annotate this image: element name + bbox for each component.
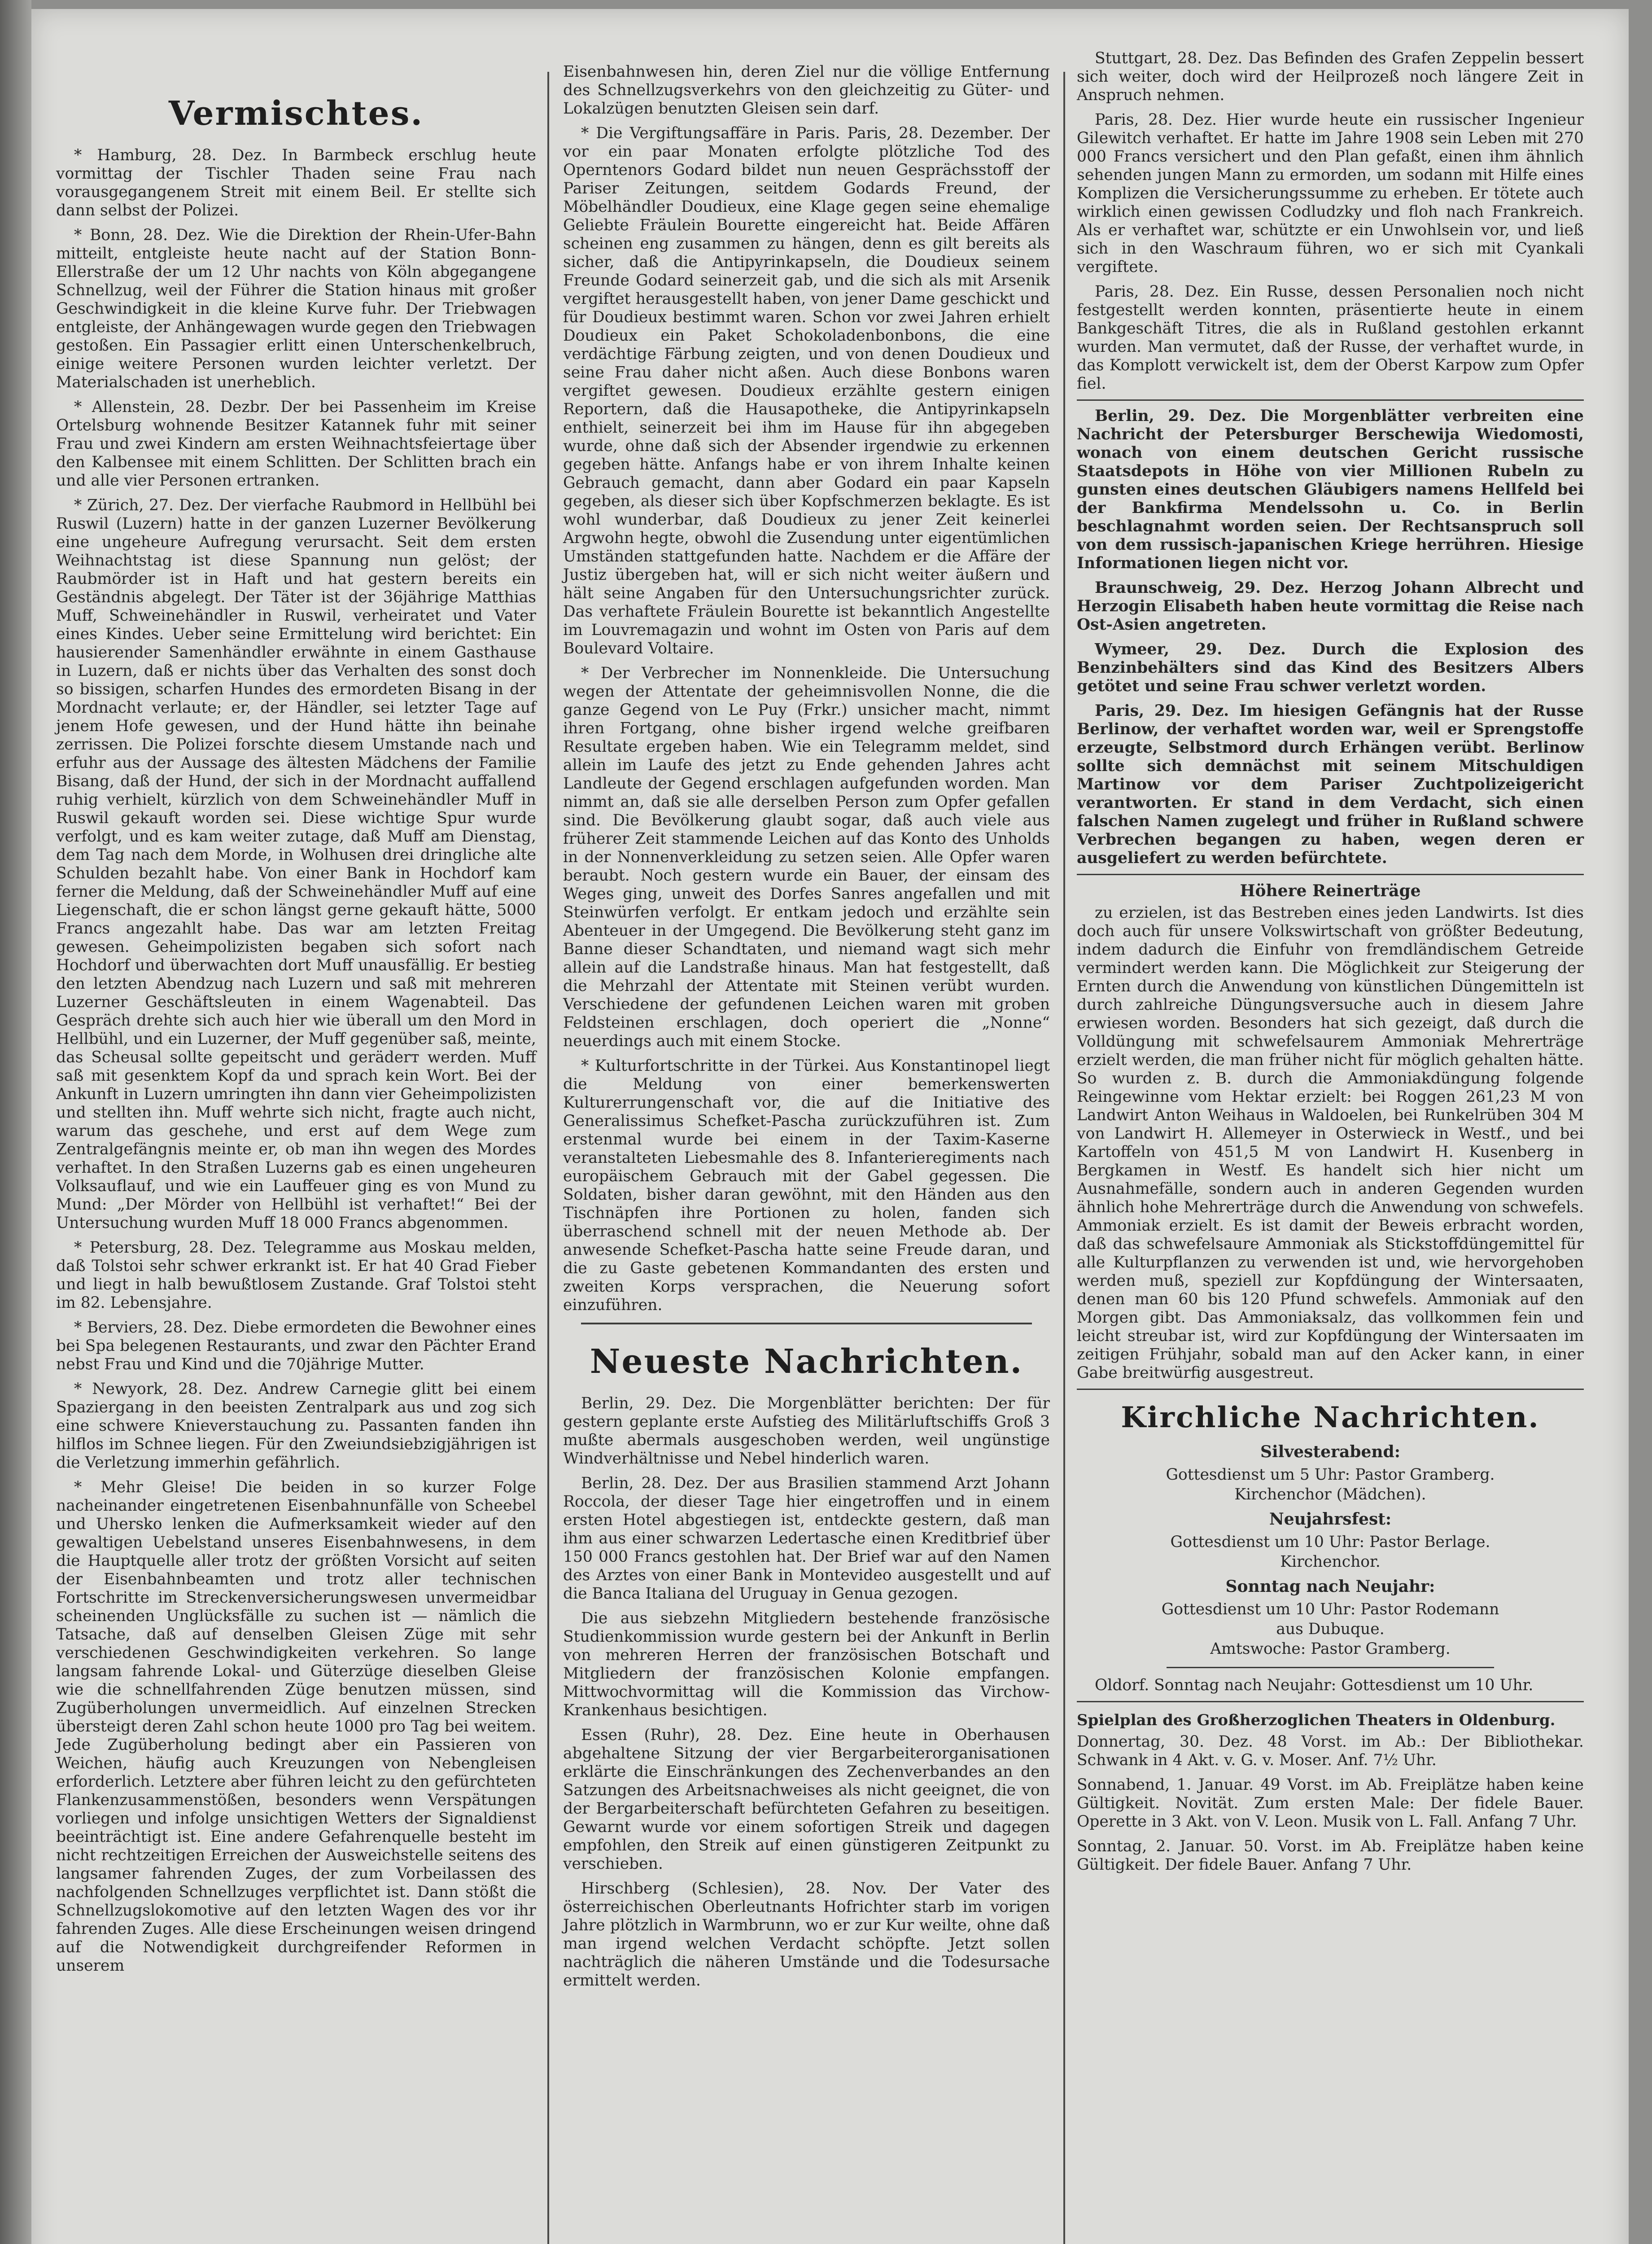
- column-rule-1: [547, 72, 549, 2244]
- church-block-silvester: [1077, 1442, 1584, 1504]
- church-line: Gottesdienst um 5 Uhr: Pastor Gramberg.: [1166, 1466, 1495, 1484]
- article-zuerich: * Zürich, 27. Dez. Der vierfache Raubmord in Hellbühl bei Ruswil (Luzern) hatte in der ganzen Luzerner Bevölkerung eine ungeheure Aufregung verursacht. Seit dem ersten Weihnachtstag ist diese Spannung nun gelöst; der Raubmörder ist in Haft und hat gestern bereits ein Geständnis abgelegt. Der Täter ist der 36jährige Matthias Muff, Schweinehändler in Ruswil, verheiratet und Vater eines Kindes. Ueber seine Ermittelung wird berichtet: Ein hausierender Samenhändler erwähnte in einem Gasthause in Luzern, daß er nichts über das Verhalten des sonst doch so bissigen, scharfen Hundes des ermordeten Bisang in der Mordnacht verlaute; er, der Händler, sei letzter Tage auf jenem Hofe gewesen, und der Hund hätte ihn beinahe zerrissen. Die Polizei forschte diesem Umstande nach und erfuhr aus der Aussage des ältesten Mädchens der Familie Bisang, daß der Hund, der sich in der Mordnacht auffallend ruhig verhielt, kürzlich von dem Schweinehändler Muff in Ruswil gekauft worden sei. Diese wichtige Spur wurde verfolgt, und es kam weiter zutage, daß Muff am Dienstag, dem Tag nach dem Morde, in Wolhusen drei dringliche alte Schulden bezahlt habe. Von einer Bank in Hochdorf kam ferner die Meldung, daß der Schweinehändler Muff auf eine Liegenschaft, die er schon längst gerne gekauft hätte, 5000 Francs angezahlt habe. Das war am letzten Freitag gewesen. Geheimpolizisten begaben sich sofort nach Hochdorf und überwachten dort Muff unausfällig. Er bestieg den letzten Abendzug nach Luzern und saß mit mehreren Luzerner Geschäftsleuten in einem Wagenabteil. Das Gespräch drehte sich auch hier wie überall um den Mord in Hellbühl, und ein Luzerner, der Muff gegenüber saß, meinte, das Scheusal sollte gepeitscht und geräderт werden. Muff saß mit gesenktem Kopf da und sprach kein Wort. Bei der Ankunft in Luzern umringten ihn dann vier Geheimpolizisten und stellten ihn. Muff wehrte sich nicht, fragte auch nicht, warum das geschehe, und erst auf dem Wege zum Zentralgefängnis meinte er, ob man ihn wegen des Mordes verhaftet. In den Straßen Luzerns gab es einen ungeheuren Volksauflauf, und wie ein Lauffeuer ging es von Mund zu Mund: „Der Mörder von Hellbühl ist verhaftet!“ Bei der Untersuchung wurden Muff 18 000 Francs abgenommen.: [56, 496, 536, 1232]
- church-oldorf: Oldorf. Sonntag nach Neujahr: Gottesdienst um 10 Uhr.: [1095, 1676, 1534, 1694]
- article-continuation: Eisenbahnwesen hin, deren Ziel nur die völlige Entfernung des Schnellzugsverkehrs von den gleichzeitig zu Güter- und Lokalzügen benutzten Gleisen sein darf.: [563, 63, 1050, 118]
- church-block-sonntag: [1077, 1577, 1584, 1659]
- church-title: Sonntag nach Neujahr:: [1225, 1577, 1435, 1596]
- article-newyork: * Newyork, 28. Dez. Andrew Carnegie glitt bei einem Spaziergang in den beeisten Zentralpark aus und zog sich eine schwere Knieverstauchung zu. Passanten fanden ihn hilflos im Schnee liegen. Für den Zweiundsiebzigjährigen ist die Verletzung immerhin gefährlich.: [56, 1380, 536, 1472]
- church-title: Neujahrsfest:: [1269, 1510, 1392, 1529]
- church-divider: [1077, 1389, 1584, 1390]
- newspaper-page: [31, 9, 1629, 2244]
- ad-divider: [1077, 874, 1584, 875]
- late-news-wymeer: Wymeer, 29. Dez. Durch die Explosion des Benzinbehälters sind das Kind des Besitzers Albers getötet und seine Frau schwer verletzt worden.: [1077, 640, 1584, 695]
- theater-schedule: [1077, 1701, 1584, 1874]
- section-heading-kirchliche-nachrichten: Kirchliche Nachrichten.: [1121, 1401, 1540, 1434]
- article-allenstein: * Allenstein, 28. Dezbr. Der bei Passenheim im Kreise Ortelsburg wohnende Besitzer Katannek fuhr mit seiner Frau und zwei Kindern am ersten Weihnachtsfeiertage über den Kalbensee mit einem Schlitten. Der Schlitten brach ein und alle vier Personen ertranken.: [56, 398, 536, 490]
- church-line: aus Dubuque.: [1276, 1620, 1385, 1638]
- church-small-divider: [1167, 1667, 1494, 1668]
- theater-entry: Sonnabend, 1. Januar. 49 Vorst. im Ab. Freiplätze haben keine Gültigkeit. Novität. Zum ersten Male: Der fidele Bauer. Operette in 3 Akt. von V. Leon. Musik von L. Fall. Anfang 7 Uhr.: [1077, 1776, 1584, 1831]
- news-paris-2: Paris, 28. Dez. Ein Russe, dessen Personalien noch nicht festgestellt werden konnten, präsentierte heute in einem Bankgeschäft Titres, die als in Rußland gestohlen erkannt wurden. Man vermutet, daß der Russe, der verhaftet wurde, in das Komplott verwickelt ist, dem der Oberst Karpow zum Opfer fiel.: [1077, 283, 1584, 393]
- news-stuttgart: Stuttgart, 28. Dez. Das Befinden des Grafen Zeppelin bessert sich weiter, doch wird der Heilprozeß noch längere Zeit in Anspruch nehmen.: [1077, 49, 1584, 104]
- theater-entry: Sonntag, 2. Januar. 50. Vorst. im Ab. Freiplätze haben keine Gültigkeit. Der fidele Bauer. Anfang 7 Uhr.: [1077, 1837, 1584, 1874]
- column-1: [56, 76, 536, 1981]
- church-line: Gottesdienst um 10 Uhr: Pastor Rodemann: [1161, 1600, 1499, 1618]
- late-news-berlin: Berlin, 29. Dez. Die Morgenblätter verbreiten eine Nachricht der Petersburger Berschewija Wiedomosti, wonach von einem deutschen Gericht russische Staatsdepots in Höhe von vier Millionen Rubeln zu gunsten eines deutschen Gläubigers namens Hellfeld bei der Bankfirma Mendelssohn u. Co. in Berlin beschlagnahmt worden seien. Der Rechtsanspruch soll von dem russisch-japanischen Kriege herrühren. Hiesige Informationen liegen nicht vor.: [1077, 407, 1584, 572]
- section-heading-neueste-nachrichten: Neueste Nachrichten.: [590, 1342, 1023, 1381]
- article-tuerkei: * Kulturfortschritte in der Türkei. Aus Konstantinopel liegt die Meldung von einer bemerkenswerten Kulturerrungenschaft vor, die auf die Initiative des Generalissimus Schefket-Pascha zurückzuführen ist. Zum erstenmal wurde bei einem in der Taxim-Kaserne veranstalteten Liebesmahle des 8. Infanterieregiments nach europäischem Gebrauch mit der Gabel gegessen. Die Soldaten, bisher daran gewöhnt, mit den Händen aus den Tischnäpfen ihre Portionen zu holen, fanden sich überraschend schnell mit der neuen Methode ab. Der anwesende Schefket-Pascha hatte seine Freude daran, und die zu Gaste gebetenen Kommandanten des ersten und zweiten Korps versprachen, die Neuerung sofort einzuführen.: [563, 1057, 1050, 1314]
- article-berviers: * Berviers, 28. Dez. Diebe ermordeten die Bewohner eines bei Spa belegenen Restaurants, und zwar den Pächter Erand nebst Frau und Kind und die 70jährige Mutter.: [56, 1319, 536, 1373]
- column-2: [563, 63, 1050, 1996]
- news-kommission: Die aus siebzehn Mitgliedern bestehende französische Studienkommission wurde gestern bei der Ankunft in Berlin von mehreren Herren der französischen Botschaft und Mitgliedern der französischen Kolonie empfangen. Mittwochvormittag will die Kommission das Virchow-Krankenhaus besichtigen.: [563, 1609, 1050, 1719]
- column-rule-2: [1063, 72, 1065, 2244]
- ad-title: Höhere Reinerträge: [1240, 881, 1421, 900]
- page-edge-shadow: [0, 0, 31, 2244]
- news-paris-1: Paris, 28. Dez. Hier wurde heute ein russischer Ingenieur Gilewitch verhaftet. Er hatte im Jahre 1908 sein Leben mit 270 000 Francs versichert und den Plan gefaßt, einen ihm ähnlich sehenden jungen Mann zu ermorden, um sodann mit Hilfe eines Komplizen die Versicherungssumme zu erheben. Er tötete auch wirklich einen gewissen Codludzky und floh nach Frankreich. Als er verhaftet war, schützte er ein Unwohlsein vor, und ließ sich in den Waschraum führen, wo er sich mit Cyankali vergiftete.: [1077, 111, 1584, 276]
- late-news-braunschweig: Braunschweig, 29. Dez. Herzog Johann Albrecht und Herzogin Elisabeth haben heute vormittag die Reise nach Ost-Asien angetreten.: [1077, 579, 1584, 634]
- news-berlin-1: Berlin, 29. Dez. Die Morgenblätter berichten: Der für gestern geplante erste Aufstieg des Militärluftschiffs Groß 3 mußte abermals ausgeschoben werden, weil ungünstige Windverhältnisse und Nebel hinderlich waren.: [563, 1394, 1050, 1468]
- church-line: Kirchenchor (Mädchen).: [1234, 1486, 1426, 1503]
- article-mehr-gleise: * Mehr Gleise! Die beiden in so kurzer Folge nacheinander eingetretenen Eisenbahnunfälle von Scheebel und Uhersko lenken die Aufmerksamkeit wieder auf den gewaltigen Uebelstand unseres Eisenbahnwesens, in dem die Hauptquelle aller trotz der größten Vorsicht auf seiten der Eisenbahnbeamten und trotz aller technischen Fortschritte im Streckenversicherungswesen unvermeidbar scheinenden Unglücksfälle zu suchen ist — nämlich die Tatsache, daß auf denselben Gleisen Züge mit sehr verschiedenen Geschwindigkeiten verkehren. So lange langsam fahrende Lokal- und Güterzüge dieselben Gleise wie die schnellfahrenden Züge benutzen müssen, sind Zugüberholungen unvermeidlich. Auf einzelnen Strecken übersteigt deren Zahl schon heute 1000 pro Tag bei weitem. Jede Zugüberholung bedingt aber ein Passieren von Weichen, häufig auch Kreuzungen von Nebengleisen erforderlich. Letztere aber führen leicht zu den gefürchteten Flankenzusammenstößen, besonders wenn Verspätungen vorliegen und infolge unsichtigen Wetters der Signaldienst beeinträchtigt ist. Eine andere Gefahrenquelle besteht im nicht rechtzeitigen Erreichen der Ausweichstelle seitens des langsamer fahrenden Zuges, der zum Vorbeilassen des nachfolgenden Schnellzuges verpflichtet ist. Dann stößt die Schnellzugslokomotive auf den letzten Wagen des vor ihr fahrenden Zuges. Alle diese Erscheinungen weisen dringend auf die Notwendigkeit durchgreifender Reformen in unserem: [56, 1478, 536, 1975]
- ad-text: zu erzielen, ist das Bestreben eines jeden Landwirts. Ist dies doch auch für unsere Volkswirtschaft von größter Bedeutung, indem dadurch die Einfuhr von fremdländischem Getreide vermindert werden kann. Die Möglichkeit zur Steigerung der Ernten durch die Anwendung von künstlichen Düngemitteln ist durch zahlreiche Düngungsversuche auch in diesem Jahre erwiesen worden. Besonders hat sich gezeigt, daß durch die Volldüngung mit schwefelsaurem Ammoniak Mehrerträge erzielt werden, die man früher nicht für möglich gehalten hätte. So wurden z. B. durch die Ammoniakdüngung folgende Reingewinne vom Hektar erzielt: bei Roggen 261,23 M von Landwirt Anton Weihaus in Waldoelen, bei Runkelrüben 304 M von Landwirt H. Allemeyer in Osterwieck in Westf., und bei Kartoffeln von 451,5 M von Landwirt H. Kusenberg in Bergkamen in Westf. Es handelt sich hier nicht um Ausnahmefälle, sondern auch in anderen Gegenden wurden ähnlich hohe Mehrerträge durch die Anwendung von schwefels. Ammoniak erzielt. Es ist damit der Beweis erbracht worden, daß das schwefelsaure Ammoniak als Stickstoffdüngemittel für alle Kulturpflanzen zu verwenden ist und, wie hervorgehoben werden muß, speziell zur Kopfdüngung der Wintersaaten, denen man 60 bis 120 Pfund schwefels. Ammoniak auf den Morgen gibt. Das Ammoniaksalz, das vollkommen fein und leicht streubar ist, wird zur Kopfdüngung der Wintersaaten im zeitigen Frühjahr, sobald man auf den Acker kann, in einer Gabe breitwürfig ausgestreut.: [1077, 904, 1584, 1382]
- theater-entry: Donnertag, 30. Dez. 48 Vorst. im Ab.: Der Bibliothekar. Schwank in 4 Akt. v. G. v. Moser. Anf. 7½ Uhr.: [1077, 1733, 1584, 1769]
- church-line: Kirchenchor.: [1280, 1553, 1381, 1571]
- article-vergiftungsaffaere: * Die Vergiftungsaffäre in Paris. Paris, 28. Dezember. Der vor ein paar Monaten erfolgte plötzliche Tod des Operntenors Godard bildet nun neuen Gesprächsstoff der Pariser Zeitungen, seitdem Godards Freund, der Möbelhändler Doudieux, eine Klage gegen seine ehemalige Geliebte Fräulein Bourette eingereicht hat. Beide Affären scheinen eng zusammen zu hängen, denn es gilt bereits als sicher, daß die Antipyrinkapseln, die Doudieux seinem Freunde Godard seinerzeit gab, und die sich als mit Arsenik vergiftet herausgestellt haben, von jener Dame geschickt und für Doudieux bestimmt waren. Schon vor zwei Jahren erhielt Doudieux ein Paket Schokoladenbonbons, die eine verdächtige Färbung zeigten, und von denen Doudieux und seine Frau daher nicht aßen. Auch diese Bonbons waren vergiftet gewesen. Doudieux erzählte gestern einigen Reportern, daß die Hausapotheke, die Antipyrinkapseln enthielt, seinerzeit bei ihm im Hause für ihn abgegeben wurde, ohne daß sich der Absender irgendwie zu erkennen gegeben hätte. Anfangs habe er von ihrem Inhalte keinen Gebrauch gemacht, dann aber Godard ein paar Kapseln gegeben, als dieser sich über Kopfschmerzen beklagte. Es ist wohl wunderbar, daß Doudieux zu jener Zeit keinerlei Argwohn hegte, obwohl die Zusendung unter eigentümlichen Umständen stattgefunden hatte. Nachdem er die Affäre der Justiz übergeben hat, will er sich nicht weiter äußern und hält seine Angaben für den Untersuchungsrichter zurück. Das verhaftete Fräulein Bourette ist bekanntlich Angestellte im Louvremagazin und wohnt im Osten von Paris auf dem Boulevard Voltaire.: [563, 124, 1050, 657]
- church-line: Amtswoche: Pastor Gramberg.: [1210, 1640, 1451, 1658]
- church-line: Gottesdienst um 10 Uhr: Pastor Berlage.: [1170, 1533, 1490, 1551]
- section-divider: [581, 1323, 1032, 1324]
- church-title: Silvesterabend:: [1260, 1442, 1400, 1461]
- theater-title: Spielplan des Großherzoglichen Theaters in Oldenburg.: [1077, 1711, 1556, 1729]
- column-3: [1077, 49, 1584, 1880]
- late-news-paris: Paris, 29. Dez. Im hiesigen Gefängnis hat der Russe Berlinow, der verhaftet worden war, weil er Sprengstoffe erzeugte, Selbstmord durch Erhängen verübt. Berlinow sollte sich demnächst mit seinem Mitschuldigen Martinow vor dem Pariser Zuchtpolizeigericht verantworten. Er stand in dem Verdacht, sich einen falschen Namen zugelegt und früher in Rußland schwere Verbrechen begangen zu haben, wegen deren er ausgeliefert zu werden befürchtete.: [1077, 702, 1584, 867]
- section-heading-vermischtes: Vermischtes.: [168, 94, 424, 133]
- news-berlin-2: Berlin, 28. Dez. Der aus Brasilien stammend Arzt Johann Roccola, der dieser Tage hier eingetroffen und in einem ersten Hotel abgestiegen ist, entdeckte gestern, daß man ihm aus einer schwarzen Ledertasche einen Kreditbrief über 150 000 Francs gestohlen hat. Der Brief war auf den Namen des Arztes von einer Bank in Montevideo ausgestellt und auf die Banca Italiana del Uruguay in Genua gezogen.: [563, 1474, 1050, 1603]
- news-essen: Essen (Ruhr), 28. Dez. Eine heute in Oberhausen abgehaltene Sitzung der vier Bergarbeiterorganisationen erklärte die Einschränkungen des Zechenverbandes an den Satzungen des Arbeitsnachweises als nicht geeignet, die von der Bergarbeiterschaft befürchteten Gefahren zu beseitigen. Gewarnt wurde vor einem sofortigen Streik und dagegen empfohlen, den Streik auf einen günstigeren Zeitpunkt zu verschieben.: [563, 1726, 1050, 1873]
- article-nonnenkleide: * Der Verbrecher im Nonnenkleide. Die Untersuchung wegen der Attentate der geheimnisvollen Nonne, die die ganze Gegend von Le Puy (Frkr.) unsicher macht, nimmt ihren Fortgang, ohne bisher irgend welche greifbaren Resultate ergeben haben. Wie ein Telegramm meldet, sind allein im Laufe des jetzt zu Ende gehenden Jahres acht Landleute der Gegend erschlagen aufgefunden worden. Man nimmt an, daß sie alle derselben Person zum Opfer gefallen sind. Die Bevölkerung glaubt sogar, daß auch viele aus früherer Zeit stammende Leichen auf das Konto des Unholds in der Nonnenverkleidung zu setzen seien. Alle Opfer waren beraubt. Noch gestern wurde ein Bauer, der einsam des Weges ging, unweit des Dorfes Sanres angefallen und mit Steinwürfen verfolgt. Er entkam jedoch und erzählte sein Abenteuer in der Umgegend. Die Bevölkerung steht ganz im Banne dieser Schandtaten, und niemand wagt sich mehr allein auf die Landstraße hinaus. Man hat festgestellt, daß die Mehrzahl der Attentate mit Steinen verübt wurden. Verschiedene der gefundenen Leichen waren mit groben Feldsteinen erschlagen, doch operiert die „Nonne“ neuerdings auch mit einem Stocke.: [563, 664, 1050, 1050]
- article-petersburg: * Petersburg, 28. Dez. Telegramme aus Moskau melden, daß Tolstoi sehr schwer erkrankt ist. Er hat 40 Grad Fieber und liegt in halb bewußtlosem Zustande. Graf Tolstoi steht im 82. Lebensjahre.: [56, 1239, 536, 1312]
- news-hirschberg: Hirschberg (Schlesien), 28. Nov. Der Vater des österreichischen Oberleutnants Hofrichter starb im vorigen Jahre plötzlich in Warmbrunn, wo er zur Kur weilte, ohne daß man irgend welchen Verdacht schöpfte. Jetzt sollen nachträglich die näheren Umstände und die Todesursache ermittelt werden.: [563, 1880, 1050, 1990]
- late-news-divider: [1077, 399, 1584, 401]
- article-bonn: * Bonn, 28. Dez. Wie die Direktion der Rhein-Ufer-Bahn mitteilt, entgleiste heute nacht auf der Station Bonn-Ellerstraße der um 12 Uhr nachts von Köln abgegangene Schnellzug, weil der Führer die Station hinaus mit großer Geschwindigkeit in die kleine Kurve fuhr. Der Triebwagen entgleiste, der Anhängewagen wurde gegen den Triebwagen gestoßen. Ein Passagier erlitt einen Unterschenkelbruch, einige weitere Personen wurden leichter verletzt. Der Materialschaden ist unerheblich.: [56, 226, 536, 391]
- church-block-neujahr: [1077, 1510, 1584, 1572]
- article-hamburg: * Hamburg, 28. Dez. In Barmbeck erschlug heute vormittag der Tischler Thaden seine Frau nach vorausgegangenem Streit mit einem Beil. Er stellte sich dann selbst der Polizei.: [56, 146, 536, 219]
